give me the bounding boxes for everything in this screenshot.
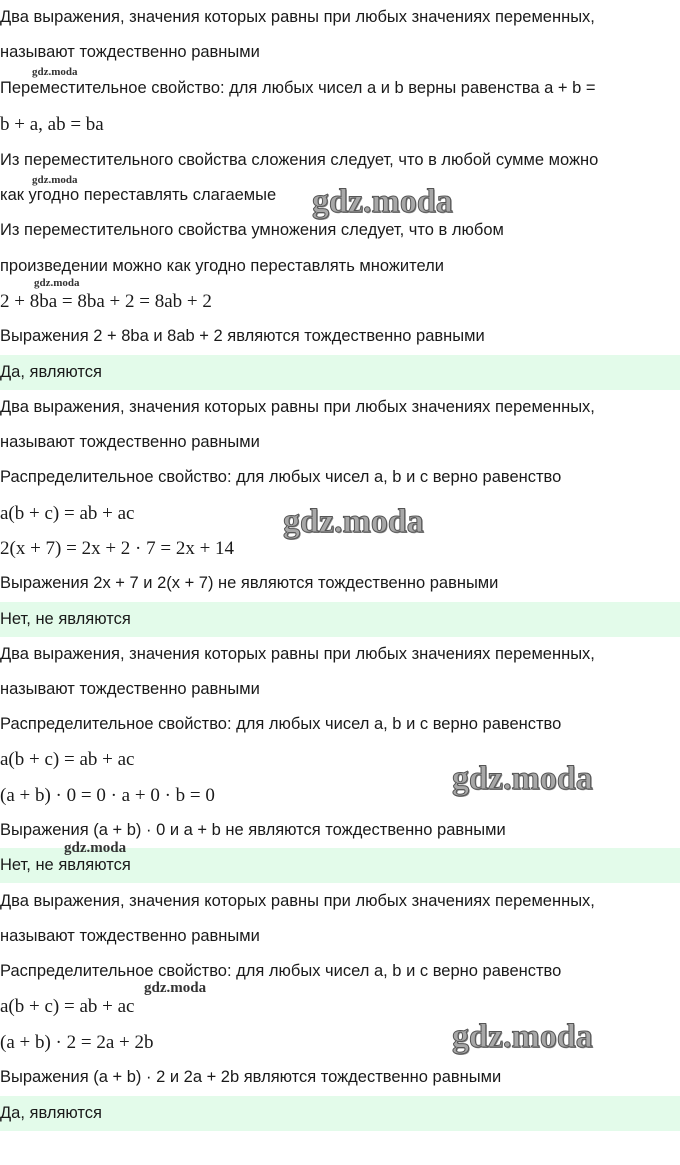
- text-line: называют тождественно равными: [0, 43, 260, 61]
- text-line: Выражения 2 + 8ba и 8ab + 2 являются тождественно равными: [0, 327, 485, 345]
- text-line: Два выражения, значения которых равны при любых значениях переменных,: [0, 8, 595, 26]
- watermark-small: gdz.moda: [34, 277, 80, 289]
- answer-bar: Да, являются: [0, 355, 680, 390]
- text-line: Выражения (a + b) · 0 и a + b не являются тождественно равными: [0, 821, 506, 839]
- math-line: 2 + 8ba = 8ba + 2 = 8ab + 2: [0, 291, 212, 312]
- answer-bar: Нет, не являются: [0, 848, 680, 883]
- math-line: a(b + c) = ab + ac: [0, 503, 135, 524]
- text-line: Из переместительного свойства умножения следует, что в любом: [0, 221, 504, 239]
- text-line: Два выражения, значения которых равны при любых значениях переменных,: [0, 398, 595, 416]
- text-line: как угодно переставлять слагаемые: [0, 186, 277, 204]
- text-line: Из переместительного свойства сложения следует, что в любой сумме можно: [0, 151, 599, 169]
- math-line: b + a, ab = ba: [0, 114, 104, 135]
- text-line: называют тождественно равными: [0, 927, 260, 945]
- answer-bar: Да, являются: [0, 1096, 680, 1131]
- watermark-large: gdz.moda: [312, 183, 453, 220]
- text-line: Распределительное свойство: для любых чисел a, b и c верно равенство: [0, 715, 562, 733]
- watermark-small: gdz.moda: [64, 840, 127, 856]
- math-line: (a + b) · 2 = 2a + 2b: [0, 1032, 154, 1053]
- watermark-small: gdz.moda: [32, 174, 78, 186]
- watermark-large: gdz.moda: [452, 1018, 593, 1055]
- watermark-large: gdz.moda: [452, 760, 593, 797]
- watermark-small: gdz.moda: [32, 66, 78, 78]
- watermark-large: gdz.moda: [283, 503, 424, 540]
- answer-bar: Нет, не являются: [0, 602, 680, 637]
- text-line: Два выражения, значения которых равны при любых значениях переменных,: [0, 892, 595, 910]
- text-line: Переместительное свойство: для любых чисел a и b верны равенства a + b =: [0, 79, 596, 97]
- math-line: 2(x + 7) = 2x + 2 · 7 = 2x + 14: [0, 538, 235, 559]
- math-line: (a + b) · 0 = 0 · a + 0 · b = 0: [0, 785, 215, 806]
- text-line: Два выражения, значения которых равны при любых значениях переменных,: [0, 645, 595, 663]
- text-line: Выражения (a + b) · 2 и 2a + 2b являются тождественно равными: [0, 1068, 502, 1086]
- text-line: Выражения 2x + 7 и 2(x + 7) не являются тождественно равными: [0, 574, 499, 592]
- text-line: называют тождественно равными: [0, 433, 260, 451]
- text-line: Распределительное свойство: для любых чисел a, b и c верно равенство: [0, 962, 562, 980]
- math-line: a(b + c) = ab + ac: [0, 996, 135, 1017]
- math-line: a(b + c) = ab + ac: [0, 749, 135, 770]
- text-line: называют тождественно равными: [0, 680, 260, 698]
- text-line: произведении можно как угодно переставлять множители: [0, 257, 444, 275]
- text-line: Распределительное свойство: для любых чисел a, b и c верно равенство: [0, 468, 562, 486]
- watermark-small: gdz.moda: [144, 980, 207, 996]
